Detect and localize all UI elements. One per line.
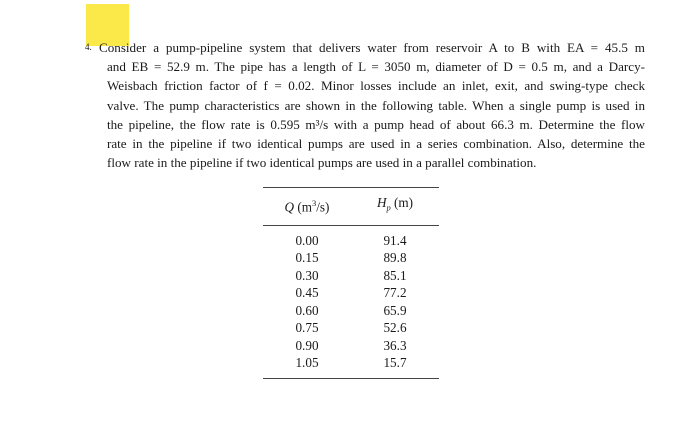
table-row: [263, 319, 439, 337]
table-body: [263, 232, 439, 372]
flow-value: 0.00: [295, 232, 319, 248]
flow-value: 1.05: [295, 355, 319, 371]
head-value: 36.3: [383, 337, 407, 353]
table-row: [263, 249, 439, 267]
head-value: 15.7: [383, 355, 407, 371]
problem-number: 4.: [85, 42, 92, 52]
table-top-rule: [263, 187, 439, 188]
header-pump-head: [351, 194, 439, 217]
header-q-unit-sup: 3: [312, 198, 317, 208]
flow-value: 0.60: [295, 302, 319, 318]
problem-line-1: [85, 38, 645, 57]
header-q-unit-pre: (m: [294, 199, 313, 215]
problem-line-6: rate in the pipeline if two identical pumps are used in a series combination. Also, determine the: [107, 136, 645, 152]
problem-line-2: and EB = 52.9 m. The pipe has a length of L = 3050 m, diameter of D = 0.5 m, and a Darcy-: [107, 59, 645, 75]
table-row: [263, 302, 439, 320]
flow-value: 0.90: [295, 337, 319, 353]
table-header-rule: [263, 225, 439, 226]
table-row: [263, 337, 439, 355]
table-row: [263, 284, 439, 302]
table-bottom-rule: [263, 378, 439, 379]
table-header-row: [263, 194, 439, 217]
problem-line-7: flow rate in the pipeline if two identical pumps are used in a parallel combination.: [107, 155, 537, 171]
table-row: [263, 232, 439, 250]
flow-value: 0.75: [295, 320, 319, 336]
problem-line-1-text: Consider a pump-pipeline system that delivers water from reservoir A to B with EA = 45.5 m: [99, 40, 645, 55]
flow-value: 0.15: [295, 250, 319, 266]
problem-line-4: valve. The pump characteristics are shown in the following table. When a single pump is used in: [107, 97, 645, 113]
problem-line-5: the pipeline, the flow rate is 0.595 m³/s with a pump head of about 66.3 m. Determine the flow: [107, 116, 645, 132]
problem-statement: [85, 38, 645, 172]
table-row: [263, 354, 439, 372]
problem-line-3: Weisbach friction factor of f = 0.02. Minor losses include an inlet, exit, and swing-type check: [107, 78, 645, 94]
pump-characteristics-table: [263, 187, 439, 379]
header-flow-rate: [263, 194, 351, 217]
head-value: 89.8: [383, 250, 407, 266]
flow-value: 0.30: [295, 267, 319, 283]
head-value: 85.1: [383, 267, 407, 283]
head-value: 65.9: [383, 302, 407, 318]
table-row: [263, 267, 439, 285]
header-q-unit-post: /s): [316, 199, 330, 215]
head-value: 77.2: [383, 285, 407, 301]
flow-value: 0.45: [295, 285, 319, 301]
header-h-symbol: H: [376, 195, 387, 210]
header-h-subscript: p: [386, 202, 391, 213]
header-h-unit: (m): [390, 195, 414, 210]
header-q-symbol: Q: [284, 199, 295, 215]
head-value: 52.6: [383, 320, 407, 336]
head-value: 91.4: [383, 232, 407, 248]
